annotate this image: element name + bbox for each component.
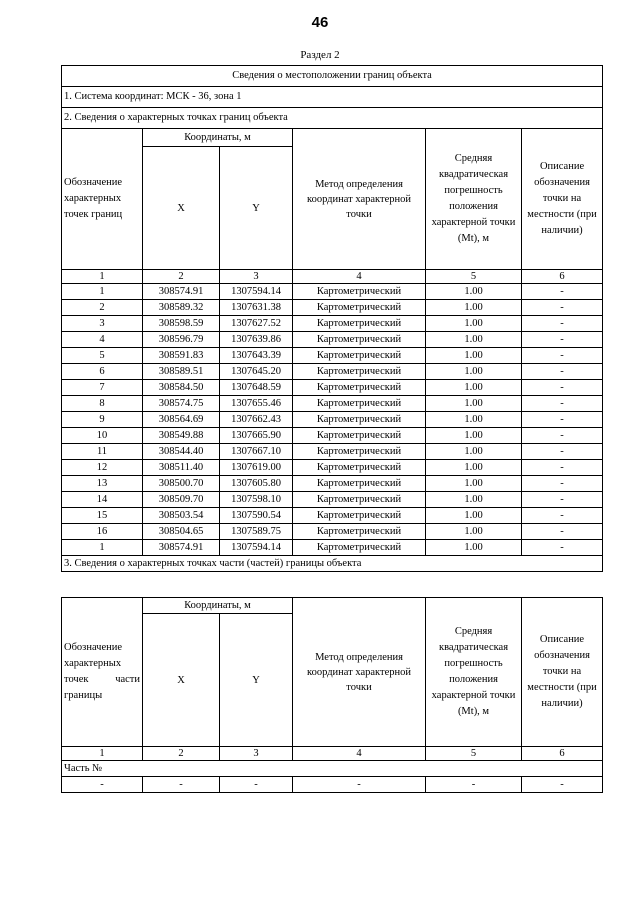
point-method: Картометрический	[293, 332, 426, 348]
point-description: -	[522, 476, 603, 492]
point-description: -	[522, 348, 603, 364]
point-method: Картометрический	[293, 316, 426, 332]
section-label: Раздел 2	[300, 49, 340, 61]
part-cell: -	[522, 777, 603, 793]
point-x: 308564.69	[143, 412, 220, 428]
table-row	[62, 364, 603, 380]
point-error: 1.00	[426, 508, 522, 524]
part-error-header: Средняя квадратическая погрешность положения характерной точки (Mt), м	[426, 598, 522, 747]
boundary-points-table	[61, 65, 603, 572]
point-description: -	[522, 380, 603, 396]
point-method: Картометрический	[293, 412, 426, 428]
column-number: 2	[143, 270, 220, 284]
point-y: 1307643.39	[220, 348, 293, 364]
point-y: 1307594.14	[220, 284, 293, 300]
point-x: 308549.88	[143, 428, 220, 444]
coordinates-header: Координаты, м	[143, 129, 293, 147]
point-x: 308544.40	[143, 444, 220, 460]
point-number: 13	[62, 476, 143, 492]
table-row	[62, 524, 603, 540]
part-label: Часть №	[62, 761, 603, 777]
point-x: 308589.51	[143, 364, 220, 380]
point-method: Картометрический	[293, 380, 426, 396]
point-method: Картометрический	[293, 508, 426, 524]
point-description: -	[522, 284, 603, 300]
point-method: Картометрический	[293, 300, 426, 316]
table-row	[62, 460, 603, 476]
point-y: 1307648.59	[220, 380, 293, 396]
point-description: -	[522, 444, 603, 460]
point-number: 3	[62, 316, 143, 332]
point-x: 308598.59	[143, 316, 220, 332]
error-header: Средняя квадратическая погрешность положения характерной точки (Mt), м	[426, 129, 522, 270]
point-description: -	[522, 316, 603, 332]
point-x: 308500.70	[143, 476, 220, 492]
point-description: -	[522, 460, 603, 476]
point-x: 308504.65	[143, 524, 220, 540]
column-number: 3	[220, 747, 293, 761]
point-error: 1.00	[426, 444, 522, 460]
point-error: 1.00	[426, 284, 522, 300]
point-number: 9	[62, 412, 143, 428]
column-number: 2	[143, 747, 220, 761]
point-y: 1307605.80	[220, 476, 293, 492]
point-y: 1307665.90	[220, 428, 293, 444]
table-row	[62, 508, 603, 524]
column-number: 6	[522, 270, 603, 284]
point-error: 1.00	[426, 348, 522, 364]
point-method: Картометрический	[293, 492, 426, 508]
point-number: 15	[62, 508, 143, 524]
part-y-header: Y	[220, 614, 293, 747]
point-description: -	[522, 428, 603, 444]
point-y: 1307645.20	[220, 364, 293, 380]
table-row	[62, 540, 603, 556]
point-error: 1.00	[426, 380, 522, 396]
point-error: 1.00	[426, 364, 522, 380]
y-header: Y	[220, 147, 293, 270]
point-error: 1.00	[426, 396, 522, 412]
x-header: X	[143, 147, 220, 270]
table-row	[62, 380, 603, 396]
designation-header: Обозначение характерных точек границ	[62, 129, 143, 270]
point-method: Картометрический	[293, 284, 426, 300]
point-error: 1.00	[426, 332, 522, 348]
point-description: -	[522, 364, 603, 380]
point-number: 1	[62, 540, 143, 556]
point-x: 308589.32	[143, 300, 220, 316]
point-number: 12	[62, 460, 143, 476]
point-y: 1307662.43	[220, 412, 293, 428]
point-number: 7	[62, 380, 143, 396]
point-error: 1.00	[426, 428, 522, 444]
point-number: 14	[62, 492, 143, 508]
column-number: 4	[293, 270, 426, 284]
table-row	[62, 396, 603, 412]
point-y: 1307594.14	[220, 540, 293, 556]
point-description: -	[522, 508, 603, 524]
point-x: 308574.91	[143, 284, 220, 300]
section-2-title: 2. Сведения о характерных точках границ объекта	[62, 108, 603, 129]
table-row	[62, 444, 603, 460]
point-x: 308584.50	[143, 380, 220, 396]
method-header: Метод определения координат характерной точки	[293, 129, 426, 270]
table-row	[62, 300, 603, 316]
point-error: 1.00	[426, 412, 522, 428]
points-body	[62, 284, 603, 556]
table-row	[62, 284, 603, 300]
point-error: 1.00	[426, 524, 522, 540]
section-3-title: 3. Сведения о характерных точках части (частей) границы объекта	[62, 556, 603, 572]
table-row	[62, 476, 603, 492]
point-error: 1.00	[426, 540, 522, 556]
point-description: -	[522, 412, 603, 428]
point-description: -	[522, 524, 603, 540]
point-y: 1307627.52	[220, 316, 293, 332]
point-y: 1307655.46	[220, 396, 293, 412]
table-row	[62, 492, 603, 508]
point-y: 1307667.10	[220, 444, 293, 460]
point-x: 308574.75	[143, 396, 220, 412]
point-number: 2	[62, 300, 143, 316]
point-y: 1307619.00	[220, 460, 293, 476]
point-x: 308574.91	[143, 540, 220, 556]
column-number: 1	[62, 270, 143, 284]
point-method: Картометрический	[293, 428, 426, 444]
point-method: Картометрический	[293, 476, 426, 492]
point-number: 11	[62, 444, 143, 460]
table-title: Сведения о местоположении границ объекта	[62, 66, 603, 87]
table-row	[62, 332, 603, 348]
point-method: Картометрический	[293, 524, 426, 540]
page-number: 46	[311, 14, 329, 31]
table-row	[62, 316, 603, 332]
point-description: -	[522, 540, 603, 556]
point-error: 1.00	[426, 476, 522, 492]
table-row	[62, 428, 603, 444]
point-error: 1.00	[426, 316, 522, 332]
point-number: 8	[62, 396, 143, 412]
column-number: 3	[220, 270, 293, 284]
point-number: 6	[62, 364, 143, 380]
column-number: 4	[293, 747, 426, 761]
column-number: 1	[62, 747, 143, 761]
point-number: 10	[62, 428, 143, 444]
part-cell: -	[293, 777, 426, 793]
point-description: -	[522, 332, 603, 348]
part-method-header: Метод определения координат характерной точки	[293, 598, 426, 747]
coordinate-system: 1. Система координат: МСК - 36, зона 1	[62, 87, 603, 108]
column-number: 5	[426, 747, 522, 761]
column-number: 6	[522, 747, 603, 761]
point-x: 308503.54	[143, 508, 220, 524]
point-number: 5	[62, 348, 143, 364]
column-number: 5	[426, 270, 522, 284]
point-y: 1307590.54	[220, 508, 293, 524]
point-y: 1307598.10	[220, 492, 293, 508]
point-number: 1	[62, 284, 143, 300]
point-number: 4	[62, 332, 143, 348]
point-error: 1.00	[426, 300, 522, 316]
point-method: Картометрический	[293, 444, 426, 460]
part-cell: -	[143, 777, 220, 793]
table-row	[62, 348, 603, 364]
point-method: Картометрический	[293, 540, 426, 556]
part-designation-header: Обозначение характерных точек части границы	[62, 598, 143, 747]
point-description: -	[522, 300, 603, 316]
part-points-table	[61, 597, 603, 793]
point-method: Картометрический	[293, 364, 426, 380]
part-cell: -	[220, 777, 293, 793]
point-method: Картометрический	[293, 460, 426, 476]
point-x: 308596.79	[143, 332, 220, 348]
part-cell: -	[426, 777, 522, 793]
point-error: 1.00	[426, 460, 522, 476]
part-cell: -	[62, 777, 143, 793]
point-x: 308511.40	[143, 460, 220, 476]
part-x-header: X	[143, 614, 220, 747]
point-method: Картометрический	[293, 396, 426, 412]
point-error: 1.00	[426, 492, 522, 508]
part-coordinates-header: Координаты, м	[143, 598, 293, 614]
point-y: 1307631.38	[220, 300, 293, 316]
point-method: Картометрический	[293, 348, 426, 364]
point-y: 1307639.86	[220, 332, 293, 348]
point-y: 1307589.75	[220, 524, 293, 540]
description-header: Описание обозначения точки на местности (при наличии)	[522, 129, 603, 270]
table-row	[62, 412, 603, 428]
point-x: 308509.70	[143, 492, 220, 508]
point-x: 308591.83	[143, 348, 220, 364]
point-description: -	[522, 396, 603, 412]
point-number: 16	[62, 524, 143, 540]
part-description-header: Описание обозначения точки на местности (при наличии)	[522, 598, 603, 747]
point-description: -	[522, 492, 603, 508]
